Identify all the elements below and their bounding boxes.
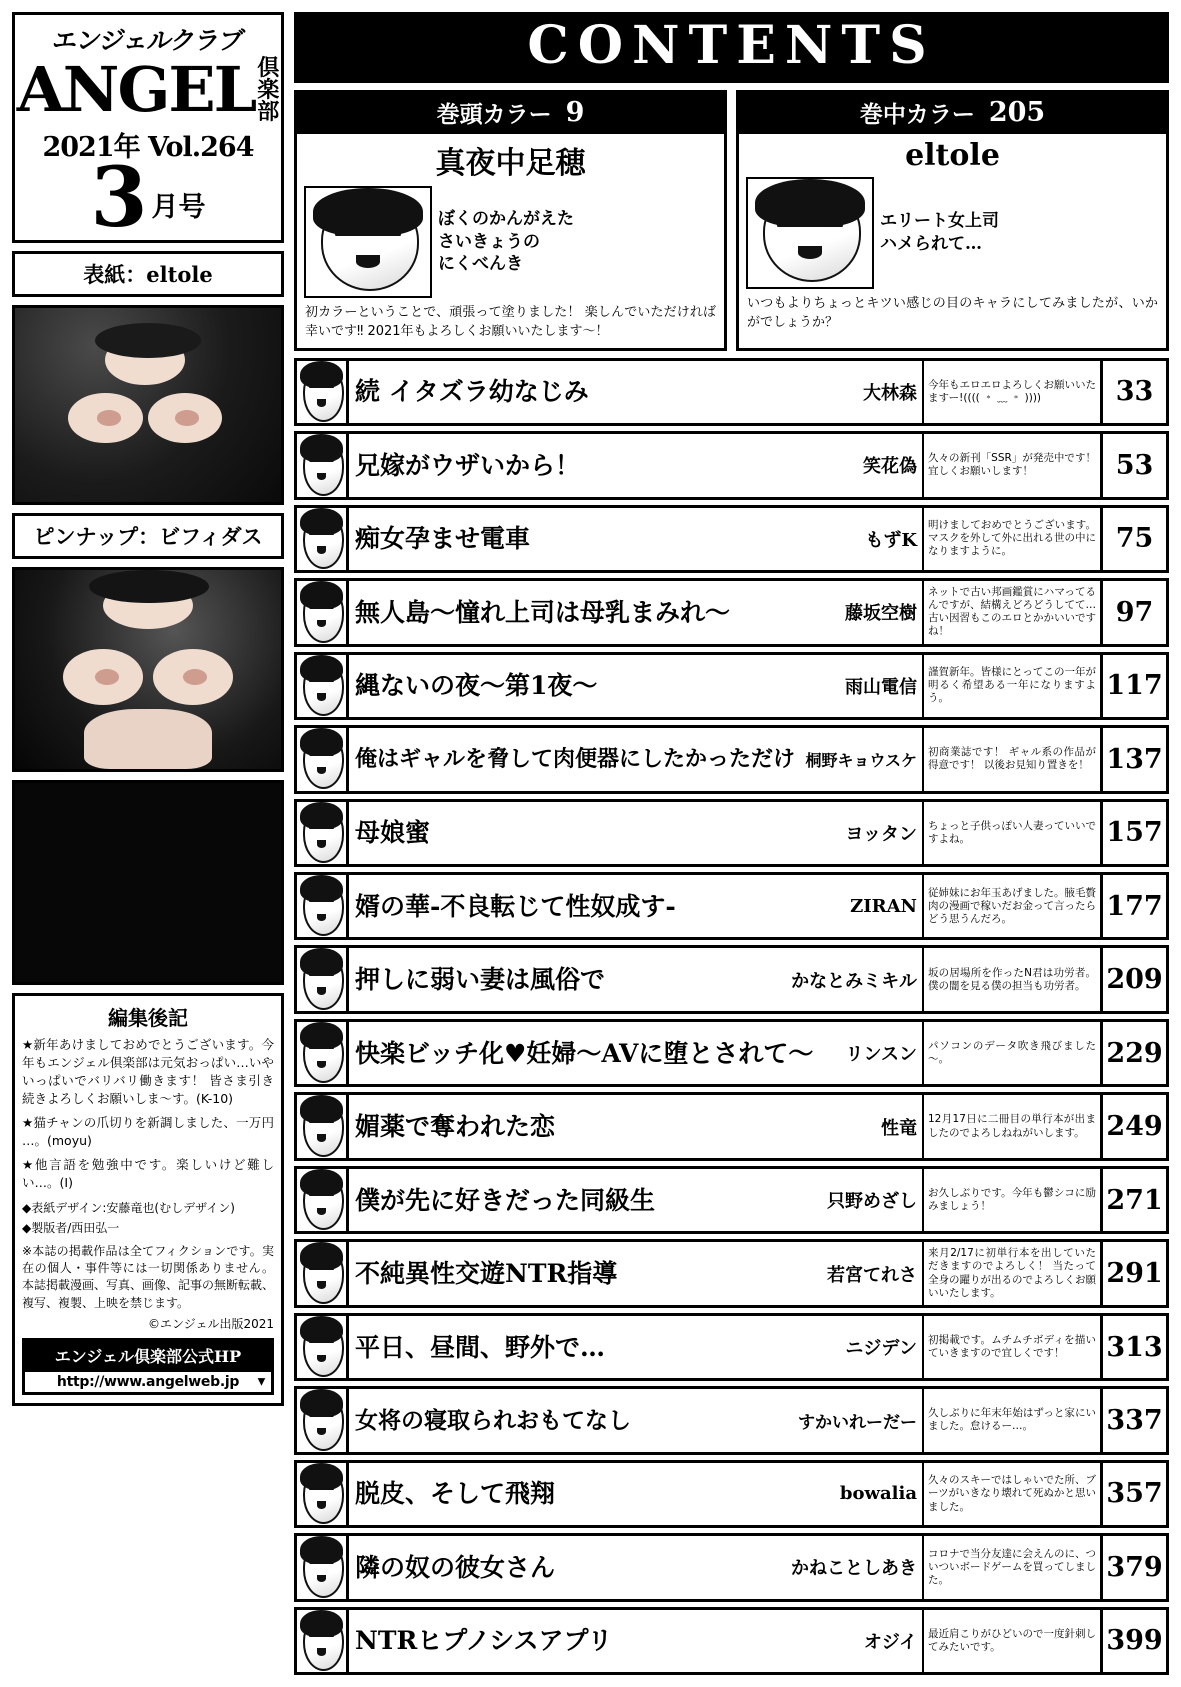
toc-title: 無人島 xyxy=(355,597,431,627)
toc-author: かなとみミキル xyxy=(791,970,917,992)
toc-title-cell xyxy=(349,875,847,937)
toc-comment: 久々の新刊「SSR」が発売中です！ 宜しくお願いします！ xyxy=(922,434,1100,496)
pinup-credit: ピンナップ：ビフィダス xyxy=(12,513,284,559)
feature-note: 初カラーということで、頑張って塗りました！ 楽しんでいただければ幸いです‼ 2021年もよろしくお願いいたします～！ xyxy=(305,305,716,339)
toc-page-number: 291 xyxy=(1100,1242,1166,1304)
toc-title: 隣の奴の彼女さん xyxy=(355,1552,556,1582)
toc-thumbnail xyxy=(297,434,349,496)
toc-title-cell xyxy=(349,948,788,1010)
toc-thumbnail xyxy=(297,1389,349,1451)
toc-title-cell xyxy=(349,1022,843,1084)
toc-title: 俺はギャルを脅して肉便器にしたかっただけ xyxy=(355,746,796,773)
toc-title-cell xyxy=(349,1610,861,1672)
toc-title-cell xyxy=(349,1242,824,1304)
toc-thumbnail xyxy=(297,1022,349,1084)
toc-row[interactable] xyxy=(294,1166,1169,1234)
toc-author: 雨山電信 xyxy=(845,676,917,698)
cover-credit: 表紙：eltole xyxy=(12,251,284,297)
toc-title: 快楽ビッチ化♥妊婦 xyxy=(355,1038,577,1068)
toc-thumbnail xyxy=(297,1536,349,1598)
toc-thumbnail xyxy=(297,1242,349,1304)
feature-label: 巻頭カラー xyxy=(436,101,552,128)
toc-row[interactable] xyxy=(294,799,1169,867)
toc-comment: ネットで古い邦画鑑賞にハマってるんですが、結構えどろどうしてて…古い因習もこのエロとかかいいですね！ xyxy=(922,581,1100,643)
feature-author: eltole xyxy=(905,138,1000,173)
toc-title: 平日、昼間、野外で… xyxy=(355,1332,606,1362)
toc-row[interactable] xyxy=(294,652,1169,720)
editorial-title: 編集後記 xyxy=(108,1005,188,1030)
editorial-note: ★他言語を勉強中です。楽しいけど難しい…。(I) xyxy=(22,1157,274,1191)
feature-caption-line: さいきょうの xyxy=(438,231,540,252)
toc-comment: 久々のスキーではしゃいでた所、ブーツがいきなり壊れて死ぬかと思いました。 xyxy=(922,1463,1100,1525)
feature-thumbnail xyxy=(304,186,432,298)
toc-author: 性竜 xyxy=(881,1117,917,1139)
toc-thumbnail xyxy=(297,728,349,790)
toc-title-cell xyxy=(349,508,862,570)
toc-thumbnail xyxy=(297,1610,349,1672)
toc-title: 縄ないの夜 xyxy=(355,671,481,701)
feature-author: 真夜中足穂 xyxy=(435,146,586,181)
official-site-url-text: http://www.angelweb.jp xyxy=(56,1374,240,1391)
toc-row[interactable] xyxy=(294,1386,1169,1454)
feature-label: 巻中カラー xyxy=(859,101,975,128)
toc-author: 若宮てれさ xyxy=(827,1264,917,1286)
toc-row[interactable] xyxy=(294,725,1169,793)
toc-comment: お久しぶりです。今年も鬱シコに励みましょう！ xyxy=(922,1169,1100,1231)
feature-caption-line: ハメられて… xyxy=(880,234,982,254)
credit-line: ◆表紙デザイン:安藤竜也(むしデザイン) xyxy=(22,1200,235,1215)
official-site-box[interactable] xyxy=(22,1338,274,1395)
feature-page: 205 xyxy=(988,97,1046,128)
toc-page-number: 313 xyxy=(1100,1316,1166,1378)
toc-comment: 12月17日に二冊目の単行本が出ましたのでよろしねねがいします。 xyxy=(922,1095,1100,1157)
cover-illustration xyxy=(12,305,284,505)
toc-title: 不純異性交遊NTR指導 xyxy=(355,1259,618,1289)
toc-title-cell xyxy=(349,1169,824,1231)
toc-author: 桐野キョウスケ xyxy=(805,750,917,770)
toc-author: ヨッタン xyxy=(845,823,917,845)
toc-comment: コロナで当分友達に会えんのに、ついついボードゲームを買ってしました。 xyxy=(922,1536,1100,1598)
toc-row[interactable] xyxy=(294,945,1169,1013)
feature-opening-color xyxy=(294,90,727,351)
toc-comment: 久しぶりに年末年始はずっと家にいました。怠けるー…。 xyxy=(922,1389,1100,1451)
toc-comment: 坂の居場所を作ったN君は功労者。僕の闇を見る僕の担当も功労者。 xyxy=(922,948,1100,1010)
toc-author: 大林森 xyxy=(863,382,917,404)
toc-page-number: 157 xyxy=(1100,802,1166,864)
toc-row[interactable] xyxy=(294,505,1169,573)
editorial-note: ★新年あけましておめでとうございます。今年もエンジェル倶楽部は元気おっぱい…いやいっぱいでバリバリ働きます！ 皆さま引き続きよろしくお願いしま～す。(K-10) xyxy=(22,1036,274,1106)
toc-page-number: 357 xyxy=(1100,1463,1166,1525)
toc-author: オジイ xyxy=(863,1631,917,1653)
toc-comment: 従姉妹にお年玉あげました。腋毛贅肉の漫画で稼いだお金って言ったらどう思うんだろ。 xyxy=(922,875,1100,937)
toc-row[interactable] xyxy=(294,1533,1169,1601)
toc-title: 脱皮、そして飛翔 xyxy=(355,1479,556,1509)
logo-month-number: 3 xyxy=(90,150,148,246)
toc-title: NTRヒプノシスアプリ xyxy=(355,1626,613,1656)
toc-title-cell xyxy=(349,1389,795,1451)
toc-author: 笑花偽 xyxy=(863,456,917,478)
toc-author: 藤坂空樹 xyxy=(845,603,917,625)
toc-title-cell xyxy=(349,1316,842,1378)
toc-row[interactable] xyxy=(294,578,1169,646)
toc-title: 僕が先に好きだった同級生 xyxy=(355,1185,656,1215)
credit-line: ◆製版者/西田弘一 xyxy=(22,1220,120,1235)
toc-page-number: 53 xyxy=(1100,434,1166,496)
toc-comment: 今年もエロエロよろしくお願いいたますー!(((( ﹡ ﹏ ﹡ )))) xyxy=(922,361,1100,423)
toc-author: ニジデン xyxy=(845,1338,917,1360)
toc-author: すかいれーだー xyxy=(798,1412,917,1433)
feature-header xyxy=(297,93,724,134)
official-site-url[interactable] xyxy=(25,1369,271,1392)
official-site-label: エンジェル倶楽部公式HP xyxy=(54,1347,242,1367)
feature-caption xyxy=(438,208,574,277)
toc-title-cell xyxy=(349,434,860,496)
toc-title: 媚薬で奪われた恋 xyxy=(355,1112,556,1142)
toc-title: 痴女孕ませ電車 xyxy=(355,524,531,554)
toc-row[interactable] xyxy=(294,431,1169,499)
toc-page-number: 379 xyxy=(1100,1536,1166,1598)
production-credits xyxy=(22,1199,274,1237)
right-column xyxy=(294,12,1169,1675)
toc-row[interactable] xyxy=(294,1019,1169,1087)
toc-author: リンスン xyxy=(845,1044,917,1066)
toc-thumbnail xyxy=(297,1169,349,1231)
toc-title: 兄嫁がウザいから！ xyxy=(355,450,581,480)
feature-header xyxy=(739,93,1166,134)
toc-thumbnail xyxy=(297,1316,349,1378)
toc-title-cell xyxy=(349,361,860,423)
toc-author: bowalia xyxy=(839,1483,917,1505)
toc-comment: 初掲載です。ムチムチボディを描いていきますので宜しくです！ xyxy=(922,1316,1100,1378)
toc-page-number: 337 xyxy=(1100,1389,1166,1451)
toc-title-cell xyxy=(349,1536,788,1598)
toc-row[interactable] xyxy=(294,1239,1169,1307)
logo-year-volume: 2021年 Vol.264 xyxy=(42,132,254,163)
logo-top-text: エンジェルクラブ xyxy=(50,26,246,55)
magazine-logo xyxy=(12,12,284,246)
toc-thumbnail xyxy=(297,1095,349,1157)
toc-title-cell xyxy=(349,802,842,864)
toc-title-cell xyxy=(349,728,802,790)
toc-thumbnail xyxy=(297,802,349,864)
toc-page-number: 97 xyxy=(1100,581,1166,643)
toc-title-cell xyxy=(349,1463,837,1525)
toc-page-number: 399 xyxy=(1100,1610,1166,1672)
toc-page-number: 75 xyxy=(1100,508,1166,570)
feature-note: いつもよりちょっとキツい感じの目のキャラにしてみましたが、いかがでしょうか？ xyxy=(747,296,1158,330)
feature-caption-line: エリート女上司 xyxy=(880,211,999,232)
toc-thumbnail xyxy=(297,875,349,937)
toc-title: 続 イタズラ幼なじみ xyxy=(355,377,589,407)
triangle-down-icon: ▼ xyxy=(257,1376,265,1388)
feature-row xyxy=(294,90,1169,351)
toc-comment: 謹賀新年。皆様にとってこの一年が明るく希望ある一年になりますよう。 xyxy=(922,655,1100,717)
toc-author: かねことしあき xyxy=(791,1558,917,1580)
toc-thumbnail xyxy=(297,1463,349,1525)
toc-comment: 最近肩こりがひどいので一度針刺してみたいです。 xyxy=(922,1610,1100,1672)
logo-side-text: 倶 楽部 xyxy=(257,55,280,125)
feature-body xyxy=(739,175,1166,292)
feature-mid-color xyxy=(736,90,1169,351)
toc-comment: 明けましておめでとうございます。マスクを外して外に出れる世の中になりますように。 xyxy=(922,508,1100,570)
toc-page-number: 271 xyxy=(1100,1169,1166,1231)
toc-author: もずK xyxy=(865,529,917,551)
toc-thumbnail xyxy=(297,948,349,1010)
table-of-contents xyxy=(294,358,1169,1675)
toc-thumbnail xyxy=(297,508,349,570)
pinup-illustration xyxy=(12,567,284,772)
toc-title-cell xyxy=(349,581,842,643)
feature-page: 9 xyxy=(565,97,585,128)
toc-title-cell xyxy=(349,1095,878,1157)
toc-author: 只野めざし xyxy=(827,1191,917,1213)
toc-comment: 初商業誌です！ ギャル系の作品が得意です！ 以後お見知り置きを！ xyxy=(922,728,1100,790)
toc-author: ZIRAN xyxy=(850,895,917,917)
logo-month-suffix: 月号 xyxy=(151,191,206,223)
toc-row[interactable] xyxy=(294,1313,1169,1381)
toc-page-number: 177 xyxy=(1100,875,1166,937)
toc-subtitle: ～憧れ上司は母乳まみれ～ xyxy=(430,597,731,627)
page-title: CONTENTS xyxy=(294,12,1169,83)
feature-caption-line: ぼくのかんがえた xyxy=(438,208,574,229)
toc-subtitle: -不良転じて性奴成す- xyxy=(430,891,676,921)
toc-page-number: 117 xyxy=(1100,655,1166,717)
toc-page-number: 33 xyxy=(1100,361,1166,423)
editorial-notes xyxy=(12,993,284,1407)
toc-title: 女将の寝取られおもてなし xyxy=(355,1406,631,1434)
toc-page-number: 209 xyxy=(1100,948,1166,1010)
feature-caption xyxy=(880,210,999,256)
toc-title: 母娘蜜 xyxy=(355,818,431,848)
toc-row[interactable] xyxy=(294,358,1169,426)
toc-page-number: 249 xyxy=(1100,1095,1166,1157)
toc-page-number: 137 xyxy=(1100,728,1166,790)
toc-row[interactable] xyxy=(294,1607,1169,1675)
toc-subtitle: ～AVに堕とされて～ xyxy=(576,1038,814,1068)
toc-subtitle: ～第1夜～ xyxy=(480,671,598,701)
toc-comment: 来月2/17に初単行本を出していただきますのでよろしく！ 当たって全身の躍りが出るのでよろしくお願いいたします。 xyxy=(922,1242,1100,1304)
toc-row[interactable] xyxy=(294,1460,1169,1528)
toc-title: 婿の華 xyxy=(355,891,431,921)
logo-month-row xyxy=(19,150,277,246)
logo-main-row xyxy=(16,52,280,126)
editorial-note: ★猫チャンの爪切りを新調しました、一万円 …。(moyu) xyxy=(22,1115,274,1149)
toc-thumbnail xyxy=(297,581,349,643)
toc-row[interactable] xyxy=(294,872,1169,940)
left-column xyxy=(12,12,284,1675)
toc-thumbnail xyxy=(297,361,349,423)
toc-comment: パソコンのデータ吹き飛びました～。 xyxy=(922,1022,1100,1084)
toc-page-number: 229 xyxy=(1100,1022,1166,1084)
toc-title: 押しに弱い妻は風俗で xyxy=(355,965,606,995)
feature-caption-line: にくべんき xyxy=(438,254,523,275)
decorative-black-panel xyxy=(12,780,284,985)
feature-thumbnail xyxy=(746,177,874,289)
copyright-line: ©エンジェル出版2021 xyxy=(148,1317,274,1332)
toc-comment: ちょっと子供っぽい人妻っていいですよね。 xyxy=(922,802,1100,864)
toc-thumbnail xyxy=(297,655,349,717)
feature-body xyxy=(297,184,724,301)
toc-row[interactable] xyxy=(294,1092,1169,1160)
logo-wordmark: ANGEL xyxy=(16,52,256,126)
legal-disclaimer: ※本誌の掲載作品は全てフィクションです。実在の個人・事件等には一切関係ありません。本誌掲載漫画、写真、画像、記事の無断転載、複写、複製、上映を禁じます。 xyxy=(22,1243,275,1310)
toc-title-cell xyxy=(349,655,842,717)
